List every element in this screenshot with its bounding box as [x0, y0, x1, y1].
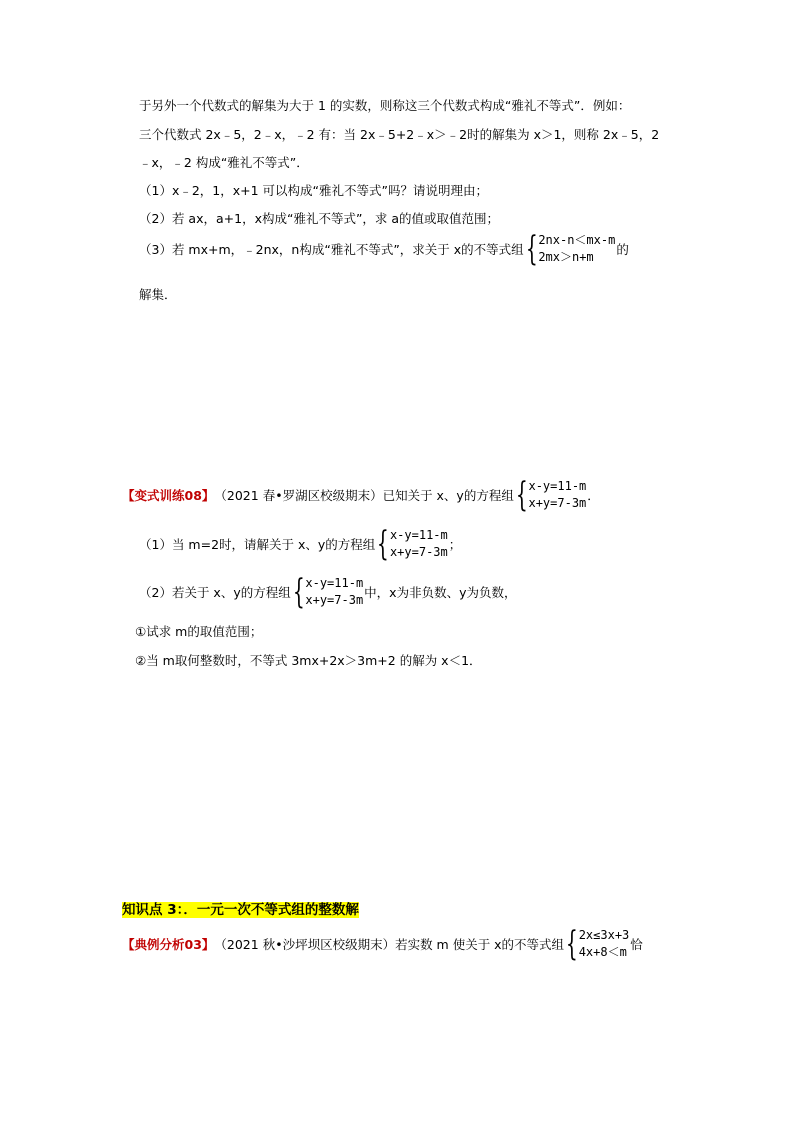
example-03-intro — [122, 924, 643, 964]
question-3 — [139, 229, 629, 269]
exercise-part-1 — [139, 524, 462, 564]
question-3-text: （3）若 mx+m，﹣2nx，n构成“雅礼不等式”，求关于 x的不等式组 — [139, 242, 524, 257]
example-intro-text: （2021 秋•沙坪坝区校级期末）若实数 m 使关于 x的不等式组 — [214, 937, 565, 952]
equation-system — [515, 475, 587, 515]
paragraph-line: ﹣x，﹣2 构成“雅礼不等式”． — [139, 155, 309, 170]
exercise-tag: 【变式训练08】 — [122, 488, 215, 503]
question-2: （2）若 ax，a+1，x构成“雅礼不等式”，求 a的值或取值范围； — [139, 211, 500, 226]
system-line: 2mx＞n+m — [538, 250, 594, 264]
system-line: x-y=11-m — [389, 528, 448, 542]
system-line: x+y=7-3m — [389, 545, 448, 559]
exercise-intro-end: ． — [587, 488, 600, 503]
part-2-text: （2）若关于 x、y的方程组 — [139, 585, 291, 600]
part-1-end: ； — [448, 537, 462, 552]
brace-symbol: { — [377, 524, 390, 564]
system-line: x-y=11-m — [305, 576, 364, 590]
exercise-intro-text: （2021 春•罗湖区校级期末）已知关于 x、y的方程组 — [214, 488, 514, 503]
system-line: x+y=7-3m — [305, 593, 364, 607]
question-1: （1）x﹣2，1，x+1 可以构成“雅礼不等式”吗？请说明理由； — [139, 183, 489, 198]
inequality-system — [525, 229, 616, 269]
sub-question-1: ①试求 m的取值范围； — [135, 624, 263, 639]
system-line: 2x≤3x+3 — [578, 928, 630, 942]
paragraph-line: 三个代数式 2x﹣5，2﹣x，﹣2 有：当 2x﹣5+2﹣x＞﹣2时的解集为 x＞1，则称 2x﹣5，2 — [139, 127, 660, 142]
section-heading: 知识点 3：．一元一次不等式组的整数解 — [122, 902, 359, 918]
brace-symbol: { — [565, 924, 578, 964]
inequality-system — [565, 924, 630, 964]
system-line: 2nx-n＜mx-m — [538, 233, 616, 247]
equation-system — [292, 572, 364, 612]
part-2-end: 中，x为非负数、y为负数， — [364, 585, 517, 600]
part-1-text: （1）当 m=2时，请解关于 x、y的方程组 — [139, 537, 376, 552]
exercise-part-2 — [139, 572, 517, 612]
question-3-text-end: 的 — [616, 242, 629, 257]
brace-symbol: { — [292, 572, 305, 612]
brace-symbol: { — [525, 229, 538, 269]
system-line: x+y=7-3m — [528, 496, 587, 510]
system-line: 4x+8＜m — [578, 945, 627, 959]
question-3-tail: 解集． — [139, 287, 177, 302]
example-intro-end: 恰 — [630, 937, 643, 952]
equation-system — [376, 524, 448, 564]
example-tag: 【典例分析03】 — [122, 937, 215, 952]
brace-symbol: { — [515, 475, 528, 515]
paragraph-line: 于另外一个代数式的解集为大于 1 的实数，则称这三个代数式构成“雅礼不等式”．例如： — [139, 98, 631, 113]
sub-question-2: ②当 m取何整数时，不等式 3mx+2x＞3m+2 的解为 x＜1． — [135, 653, 482, 668]
exercise-08-intro — [122, 475, 600, 515]
system-line: x-y=11-m — [528, 479, 587, 493]
